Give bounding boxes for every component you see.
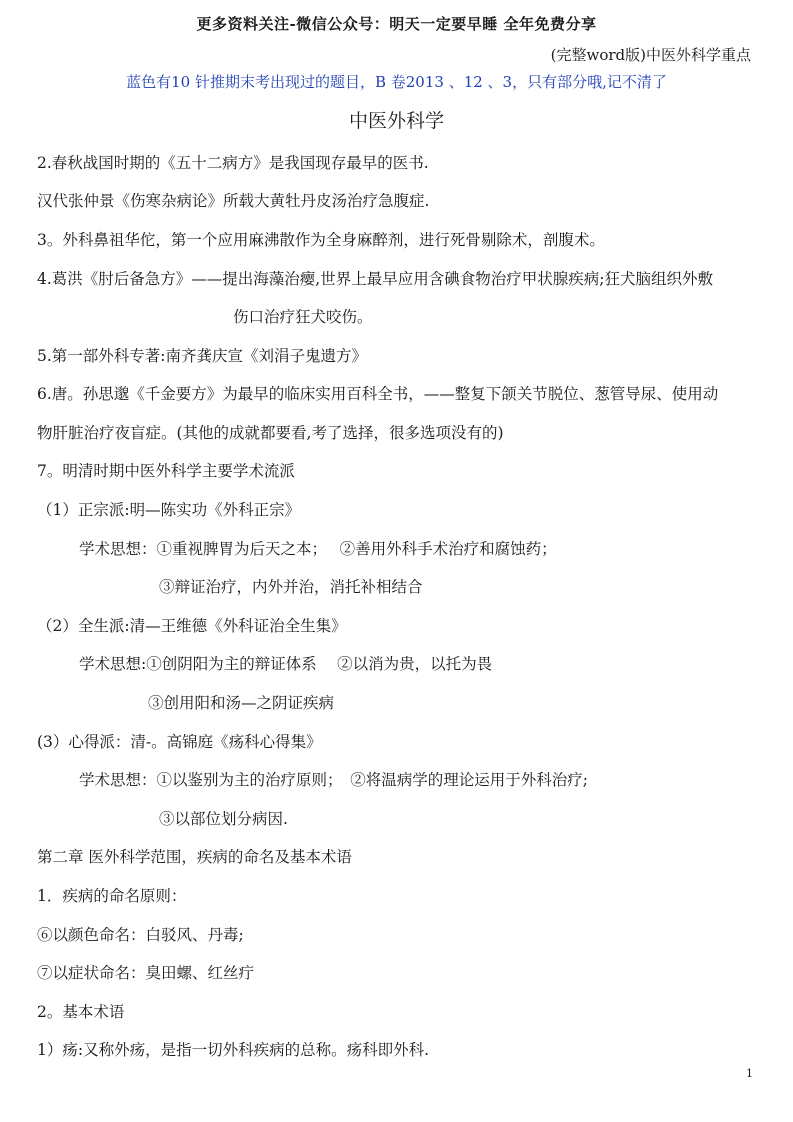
text-line: ③辩证治疗，内外并治，消托补相结合	[159, 578, 423, 596]
top-banner: 更多资料关注-微信公众号：明天一定要早睡 全年免费分享	[196, 15, 597, 33]
text-line: ⑦以症状命名：臭田螺、红丝疔	[37, 964, 255, 982]
text-line: 伤口治疗狂犬咬伤。	[233, 308, 373, 326]
text-line: （2）全生派:清—王维德《外科证治全生集》	[37, 617, 347, 635]
document-label: (完整word版)中医外科学重点	[550, 46, 751, 64]
text-line: 物肝脏治疗夜盲症。(其他的成就都要看,考了选择，很多选项没有的)	[37, 424, 504, 442]
text-line: 6.唐。孙思邈《千金要方》为最早的临床实用百科全书，——整复下颌关节脱位、葱管导尿、使用动	[37, 385, 719, 403]
text-line: （1）正宗派:明—陈实功《外科正宗》	[37, 501, 301, 519]
text-line: 2。基本术语	[37, 1003, 125, 1021]
text-line: 1）疡:又称外疡，是指一切外科疾病的总称。疡科即外科.	[37, 1041, 430, 1059]
text-line: 学术思想:①创阴阳为主的辩证体系 ②以消为贵，以托为畏	[79, 655, 493, 673]
text-line: 3。外科鼻祖华佗，第一个应用麻沸散作为全身麻醉剂，进行死骨剔除术，剖腹术。	[37, 231, 605, 249]
text-line: 学术思想：①以鉴别为主的治疗原则； ②将温病学的理论运用于外科治疗;	[79, 771, 588, 789]
text-line: (3）心得派：清-。高锦庭《疡科心得集》	[37, 733, 322, 751]
text-line: ③以部位划分病因.	[159, 810, 288, 828]
text-line: 学术思想：①重视脾胃为后天之本； ②善用外科手术治疗和腐蚀药；	[79, 540, 557, 558]
text-line: 5.第一部外科专著:南齐龚庆宣《刘涓子鬼遗方》	[37, 347, 368, 365]
text-line: 第二章 医外科学范围，疾病的命名及基本术语	[37, 848, 352, 866]
text-line: 2.春秋战国时期的《五十二病方》是我国现存最早的医书.	[37, 154, 429, 172]
text-line: 1．疾病的命名原则：	[37, 887, 187, 905]
page-title: 中医外科学	[348, 110, 444, 132]
page-number: 1	[746, 1067, 753, 1080]
text-line: 汉代张仲景《伤寒杂病论》所载大黄牡丹皮汤治疗急腹症.	[37, 192, 430, 210]
text-line: ⑥以颜色命名：白驳风、丹毒;	[37, 926, 244, 944]
text-line: 4.葛洪《肘后备急方》——提出海藻治瘿,世界上最早应用含碘食物治疗甲状腺疾病;狂犬脑组织外敷	[37, 270, 713, 288]
text-line: 7。明清时期中医外科学主要学术流派	[37, 462, 295, 480]
text-line: ③创用阳和汤—之阴证疾病	[148, 694, 335, 712]
blue-note: 蓝色有10 针推期末考出现过的题目，B 卷2013 、12 、3，只有部分哦,记不清了	[126, 73, 667, 91]
